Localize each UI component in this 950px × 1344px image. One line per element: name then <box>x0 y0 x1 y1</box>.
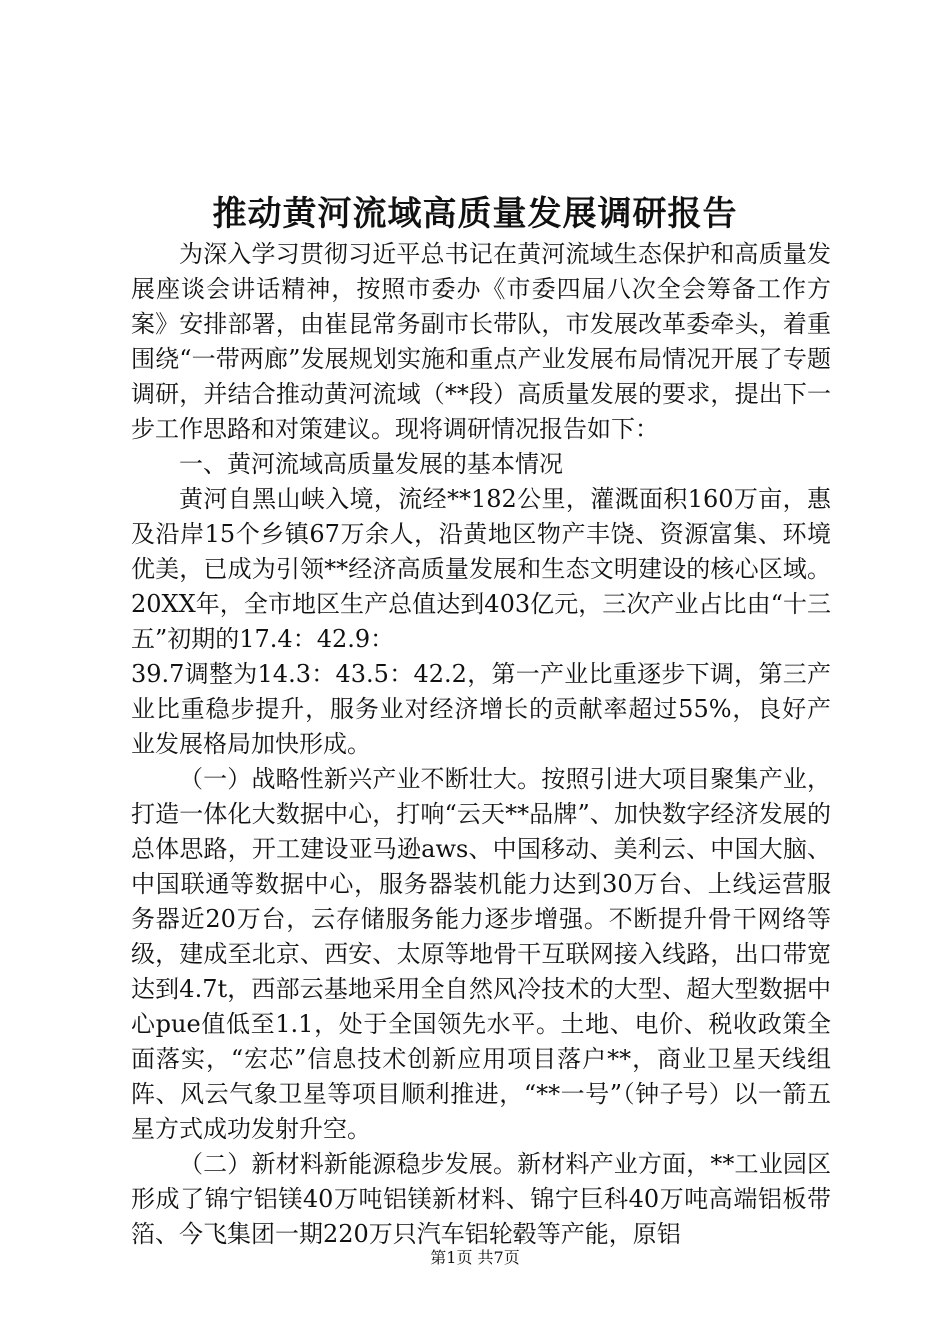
section-heading-1: 一、黄河流域高质量发展的基本情况 <box>179 450 563 478</box>
paragraph-new-materials: （二）新材料新能源稳步发展。新材料产业方面，**工业园区形成了锦宁铝镁40万吨铝镁新材料、锦宁巨科40万吨高端铝板带箔、今飞集团一期220万只汽车铝轮毂等产能，原铝 <box>131 1150 831 1248</box>
paragraph-strategic-industries: （一）战略性新兴产业不断壮大。按照引进大项目聚集产业，打造一体化大数据中心，打响“云天**品牌”、加快数字经济发展的总体思路，开工建设亚马逊aws、中国移动、美利云、中国大脑、中国联通等数据中心，服务器装机能力达到30万台、上线运营服务器近20万台，云存储服务能力逐步增强。不断提升骨干网络等级，建成至北京、西安、太原等地骨干互联网接入线路，出口带宽达到4.7t，西部云基地采用全自然风冷技术的大型、超大型数据中心pue值低至1.1，处于全国领先水平。土地、电价、税收政策全面落实，“宏芯”信息技术创新应用项目落户**，商业卫星天线组阵、风云气象卫星等项目顺利推进，“**一号”（钟子号）以一箭五星方式成功发射升空。 <box>131 765 831 1143</box>
page-title: 推动黄河流域高质量发展调研报告 <box>212 194 738 234</box>
page-number-footer: 第1页 共7页 <box>430 1248 520 1267</box>
paragraph-industry-structure: 39.7调整为14.3：43.5：42.2，第一产业比重逐步下调，第三产业比重稳步提升，服务业对经济增长的贡献率超过55%，良好产业发展格局加快形成。 <box>131 660 831 758</box>
paragraph-intro: 为深入学习贯彻习近平总书记在黄河流域生态保护和高质量发展座谈会讲话精神，按照市委办《市委四届八次全会筹备工作方案》安排部署，由崔昆常务副市长带队，市发展改革委牵头，着重围绕“一带两廊”发展规划实施和重点产业发展布局情况开展了专题调研，并结合推动黄河流域（**段）高质量发展的要求，提出下一步工作思路和对策建议。现将调研情况报告如下： <box>131 240 831 443</box>
paragraph-basic-situation: 黄河自黑山峡入境，流经**182公里，灌溉面积160万亩，惠及沿岸15个乡镇67万余人，沿黄地区物产丰饶、资源富集、环境优美，已成为引领**经济高质量发展和生态文明建设的核心区域。20XX年，全市地区生产总值达到403亿元，三次产业占比由“十三五”初期的17.4：42.9： <box>131 485 831 653</box>
document-body <box>131 237 831 1252</box>
